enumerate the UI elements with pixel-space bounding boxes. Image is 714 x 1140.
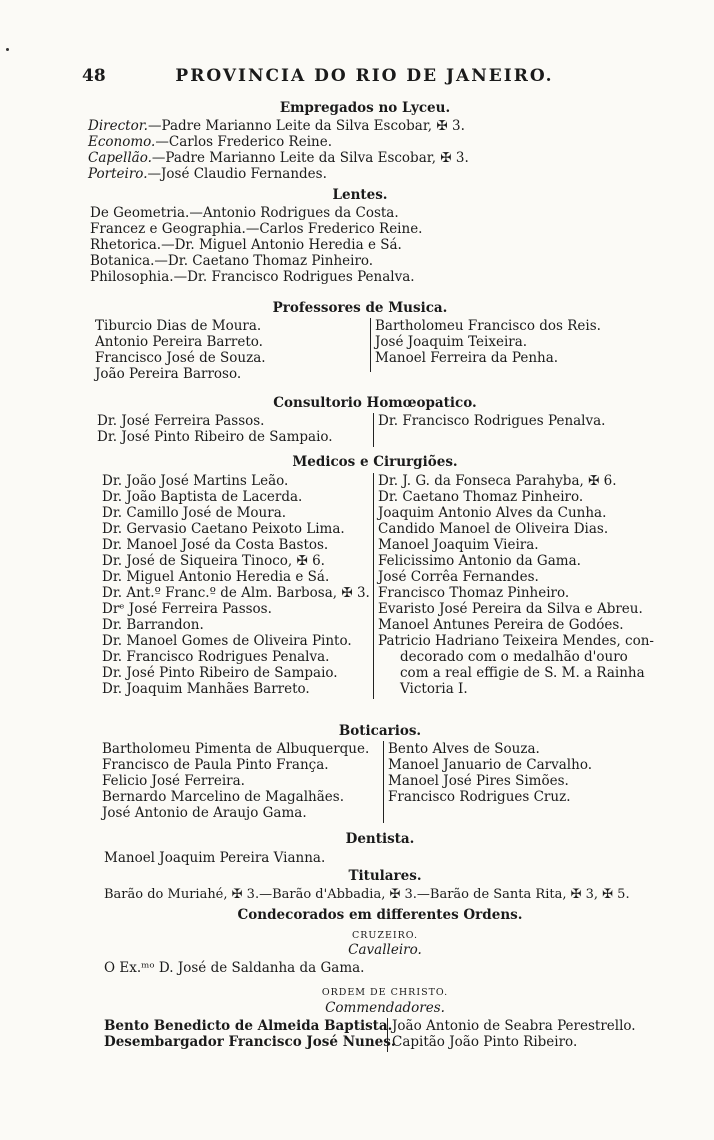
list-item: Dr. Manoel José da Costa Bastos. [102, 537, 329, 553]
titulares-heading: Titulares. [348, 868, 422, 884]
list-item: José Corrêa Fernandes. [378, 569, 539, 585]
column-divider [373, 413, 374, 447]
column-divider [373, 473, 374, 699]
boticarios-left-col [102, 741, 369, 821]
list-item: Dr. Barrandon. [102, 617, 204, 633]
lentes-row: Rhetorica.—Dr. Miguel Antonio Heredia e Sá. [90, 237, 402, 253]
boticarios-right-col [388, 741, 592, 805]
medicos-heading: Medicos e Cirurgiões. [292, 454, 458, 470]
list-item: Evaristo José Pereira da Silva e Abreu. [378, 601, 643, 617]
dentista-heading: Dentista. [345, 831, 415, 847]
list-item: Felicio José Ferreira. [102, 773, 245, 789]
lyceu-row: Porteiro.—José Claudio Fernandes. [88, 166, 327, 182]
list-item: Felicissimo Antonio da Gama. [378, 553, 581, 569]
list-item: Dr. José Pinto Ribeiro de Sampaio. [97, 429, 333, 445]
list-item: Bartholomeu Pimenta de Albuquerque. [102, 741, 370, 757]
list-item: Antonio Pereira Barreto. [95, 334, 263, 350]
list-item: Dr. Camillo José de Moura. [102, 505, 287, 521]
list-item: Bento Alves de Souza. [388, 741, 540, 757]
musica-left-col [95, 318, 266, 382]
list-item: Dr. Manoel Gomes de Oliveira Pinto. [102, 633, 352, 649]
page-header [82, 66, 647, 88]
list-item: Dr. Caetano Thomaz Pinheiro. [378, 489, 584, 505]
list-item: Manoel Ferreira da Penha. [375, 350, 559, 366]
homoeopatico-right-col [378, 413, 605, 429]
list-item: Joaquim Antonio Alves da Cunha. [378, 505, 607, 521]
list-item: Desembargador Francisco José Nunes. [104, 1034, 396, 1050]
list-item: José Joaquim Teixeira. [375, 334, 528, 350]
medicos-left-col [102, 473, 370, 697]
list-item: Manoel Joaquim Vieira. [378, 537, 539, 553]
list-item: Dr. Joaquim Manhães Barreto. [102, 681, 310, 697]
column-divider [370, 318, 371, 372]
musica-heading: Professores de Musica. [272, 300, 448, 316]
lentes-row: De Geometria.—Antonio Rodrigues da Costa. [90, 205, 399, 221]
list-item: Dr. Ant.º Franc.º de Alm. Barbosa, ✠ 3. [102, 585, 370, 601]
list-item: João Antonio de Seabra Perestrello. [392, 1018, 636, 1034]
list-item: Dr. José de Siqueira Tinoco, ✠ 6. [102, 553, 325, 569]
list-item: Drᵉ José Ferreira Passos. [102, 601, 272, 617]
list-item: Manoel Januario de Carvalho. [388, 757, 593, 773]
cavalleiro-label: Cavalleiro. [348, 942, 422, 958]
list-item: Victoria I. [400, 681, 468, 697]
list-item: Francisco José de Souza. [95, 350, 266, 366]
list-item: Dr. José Pinto Ribeiro de Sampaio. [102, 665, 338, 681]
list-item: Bernardo Marcelino de Magalhães. [102, 789, 344, 805]
list-item: José Antonio de Araujo Gama. [102, 805, 307, 821]
list-item: Dr. J. G. da Fonseca Parahyba, ✠ 6. [378, 473, 617, 489]
list-item: Capitão João Pinto Ribeiro. [392, 1034, 578, 1050]
lyceu-row: Economo.—Carlos Frederico Reine. [88, 134, 332, 150]
commendadores-right-col [392, 1018, 636, 1050]
commendadores-left-col [104, 1018, 396, 1050]
list-item: Patricio Hadriano Teixeira Mendes, con- [378, 633, 654, 649]
lentes-row: Botanica.—Dr. Caetano Thomaz Pinheiro. [90, 253, 374, 269]
list-item: decorado com o medalhão d'ouro [400, 649, 628, 665]
list-item: Manoel Antunes Pereira de Godóes. [378, 617, 624, 633]
lentes-row: Philosophia.—Dr. Francisco Rodrigues Penalva. [90, 269, 415, 285]
list-item: Bento Benedicto de Almeida Baptista. [104, 1018, 393, 1034]
condecorados-heading: Condecorados em differentes Ordens. [237, 907, 523, 923]
list-item: Francisco de Paula Pinto França. [102, 757, 329, 773]
ordem-label: ORDEM DE CHRISTO. [321, 987, 449, 998]
ink-speck [6, 48, 9, 51]
list-item: Dr. José Ferreira Passos. [97, 413, 265, 429]
homoeopatico-heading: Consultorio Homœopatico. [273, 395, 477, 411]
list-item: Francisco Rodrigues Cruz. [388, 789, 571, 805]
list-item: Tiburcio Dias de Moura. [95, 318, 262, 334]
list-item: Bartholomeu Francisco dos Reis. [375, 318, 601, 334]
titulares-line: Barão do Muriahé, ✠ 3.—Barão d'Abbadia, ✠ 3.—Barão de Santa Rita, ✠ 3, ✠ 5. [104, 887, 630, 902]
commendadores-label: Commendadores. [325, 1000, 445, 1016]
cavalleiro-name: O Ex.ᵐᵒ D. José de Saldanha da Gama. [104, 960, 365, 976]
page-number: 48 [82, 66, 106, 86]
list-item: Dr. Miguel Antonio Heredia e Sá. [102, 569, 330, 585]
list-item: Manoel José Pires Simões. [388, 773, 569, 789]
list-item: Dr. Francisco Rodrigues Penalva. [102, 649, 330, 665]
list-item: Dr. João Baptista de Lacerda. [102, 489, 303, 505]
dentista-name: Manoel Joaquim Pereira Vianna. [104, 850, 326, 866]
boticarios-heading: Boticarios. [338, 723, 422, 739]
medicos-right-col [378, 473, 654, 697]
homoeopatico-left-col [97, 413, 333, 445]
lyceu-heading: Empregados no Lyceu. [279, 100, 451, 116]
lyceu-row: Capellão.—Padre Marianno Leite da Silva Escobar, ✠ 3. [88, 150, 469, 166]
lentes-row: Francez e Geographia.—Carlos Frederico Reine. [90, 221, 423, 237]
column-divider [383, 741, 384, 823]
list-item: Francisco Thomaz Pinheiro. [378, 585, 570, 601]
column-divider [387, 1018, 388, 1052]
lentes-heading: Lentes. [332, 187, 388, 203]
list-item: com a real effigie de S. M. a Rainha [400, 665, 645, 681]
list-item: Dr. João José Martins Leão. [102, 473, 289, 489]
running-head: PROVINCIA DO RIO DE JANEIRO. [175, 66, 554, 86]
musica-right-col [375, 318, 601, 366]
cruzeiro-label: CRUZEIRO. [351, 930, 419, 941]
list-item: Dr. Gervasio Caetano Peixoto Lima. [102, 521, 345, 537]
list-item: João Pereira Barroso. [95, 366, 242, 382]
list-item: Dr. Francisco Rodrigues Penalva. [378, 413, 606, 429]
list-item: Candido Manoel de Oliveira Dias. [378, 521, 609, 537]
lyceu-row: Director.—Padre Marianno Leite da Silva Escobar, ✠ 3. [88, 118, 465, 134]
